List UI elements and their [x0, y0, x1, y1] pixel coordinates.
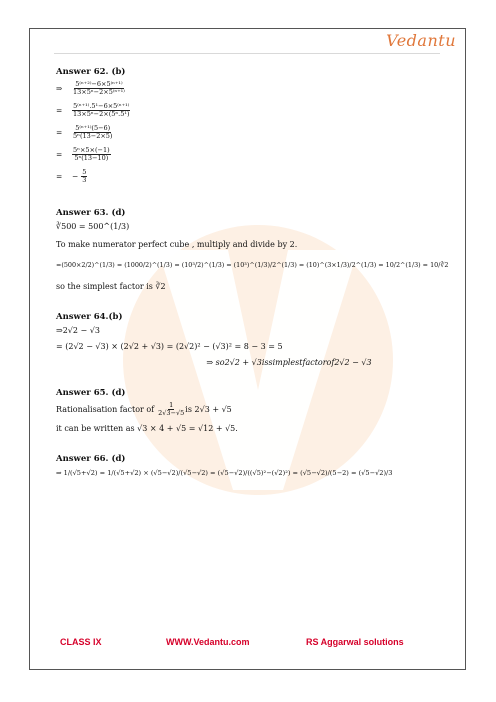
math-line: it can be written as √3 × 4 + √5 = √12 + √5.: [56, 424, 238, 433]
minus-sign: −: [72, 171, 79, 181]
fraction: [157, 402, 185, 417]
math-line: ⇒ so2√2 + √3issimplestfactorof2√2 − √3: [206, 358, 372, 367]
answer-65: [56, 388, 442, 434]
answer-title: Answer 63. (d): [56, 208, 126, 218]
answer-title: Answer 64.(b): [56, 312, 123, 322]
denominator: 3: [82, 176, 87, 184]
numerator: 5⁽ⁿ⁺²⁾−6×5⁽ⁿ⁺¹⁾: [75, 80, 123, 88]
footer-book: RS Aggarwal solutions: [306, 637, 404, 647]
equation-step: [56, 103, 442, 118]
math-line: = (2√2 − √3) × (2√2 + √3) = (2√2)² − (√3)² = 8 − 3 = 5: [56, 342, 283, 351]
footer-website[interactable]: WWW.Vedantu.com: [166, 637, 250, 647]
answer-63: [56, 208, 449, 292]
answers-content: [56, 67, 449, 498]
equation-prefix: =: [56, 105, 63, 115]
fraction: [81, 169, 87, 184]
equation-prefix: =: [56, 171, 63, 181]
header-divider: [54, 53, 440, 54]
denominator: 5ⁿ(13−10): [74, 154, 109, 162]
denominator: 2√3−√5: [158, 409, 185, 417]
denominator: 13×5ⁿ−2×(5ⁿ.5¹): [73, 110, 130, 118]
equation-prefix: =: [56, 149, 63, 159]
denominator: 13×5ⁿ−2×5⁽ⁿ⁺¹⁾: [73, 88, 125, 96]
numerator: 5ⁿ×5×(−1): [73, 146, 110, 154]
text-fragment: Rationalisation factor of: [56, 404, 155, 414]
numerator: 1: [169, 401, 174, 409]
math-line: ⇒ 1/(√5+√2) = 1/(√5+√2) × (√5−√2)/(√5−√2) = (√5−√2)/((√5)²−(√2)²) = (√5−√2)/(5−2) = (√5−√2)/3: [56, 469, 393, 477]
text-line: To make numerator perfect cube , multiply and divide by 2.: [56, 240, 298, 249]
math-line: ∛500 = 500^(1/3): [56, 222, 130, 231]
fraction: [72, 103, 131, 118]
fraction: [72, 81, 126, 96]
equation-step: [56, 81, 442, 96]
equation-step: [56, 147, 442, 162]
text-line: so the simplest factor is ∛2: [56, 282, 166, 291]
denominator: 5ⁿ(13−2×5): [73, 132, 113, 140]
footer-class: CLASS IX: [60, 637, 102, 647]
equation-step: [56, 169, 442, 184]
fraction: [72, 125, 113, 140]
numerator: 5⁽ⁿ⁺¹⁾.5¹−6×5⁽ⁿ⁺¹⁾: [73, 102, 130, 110]
vedantu-logo: Vedantu: [386, 31, 456, 50]
text-fragment: is 2√3 + √5: [185, 404, 232, 414]
answer-66: [56, 454, 442, 478]
answer-title: Answer 66. (d): [56, 454, 126, 464]
answer-62: [56, 67, 442, 184]
equation-prefix: =: [56, 127, 63, 137]
answer-title: Answer 62. (b): [56, 67, 126, 77]
numerator: 5⁽ⁿ⁺¹⁾(5−6): [75, 124, 111, 132]
answer-64: [56, 312, 442, 368]
fraction: [72, 147, 111, 162]
equation-prefix: ⇒: [56, 83, 63, 93]
math-line: [56, 402, 442, 417]
equation-step: [56, 125, 442, 140]
math-line: ⇒2√2 − √3: [56, 326, 100, 335]
answer-title: Answer 65. (d): [56, 388, 126, 398]
math-line: =(500×2/2)^(1/3) = (1000/2)^(1/3) = (10³/2)^(1/3) = (10³)^(1/3)/2^(1/3) = (10)^(3×1/3)/2^(1/3) = 10/2^(1/3) = 10/∛2: [56, 261, 449, 269]
numerator: 5: [82, 168, 87, 176]
